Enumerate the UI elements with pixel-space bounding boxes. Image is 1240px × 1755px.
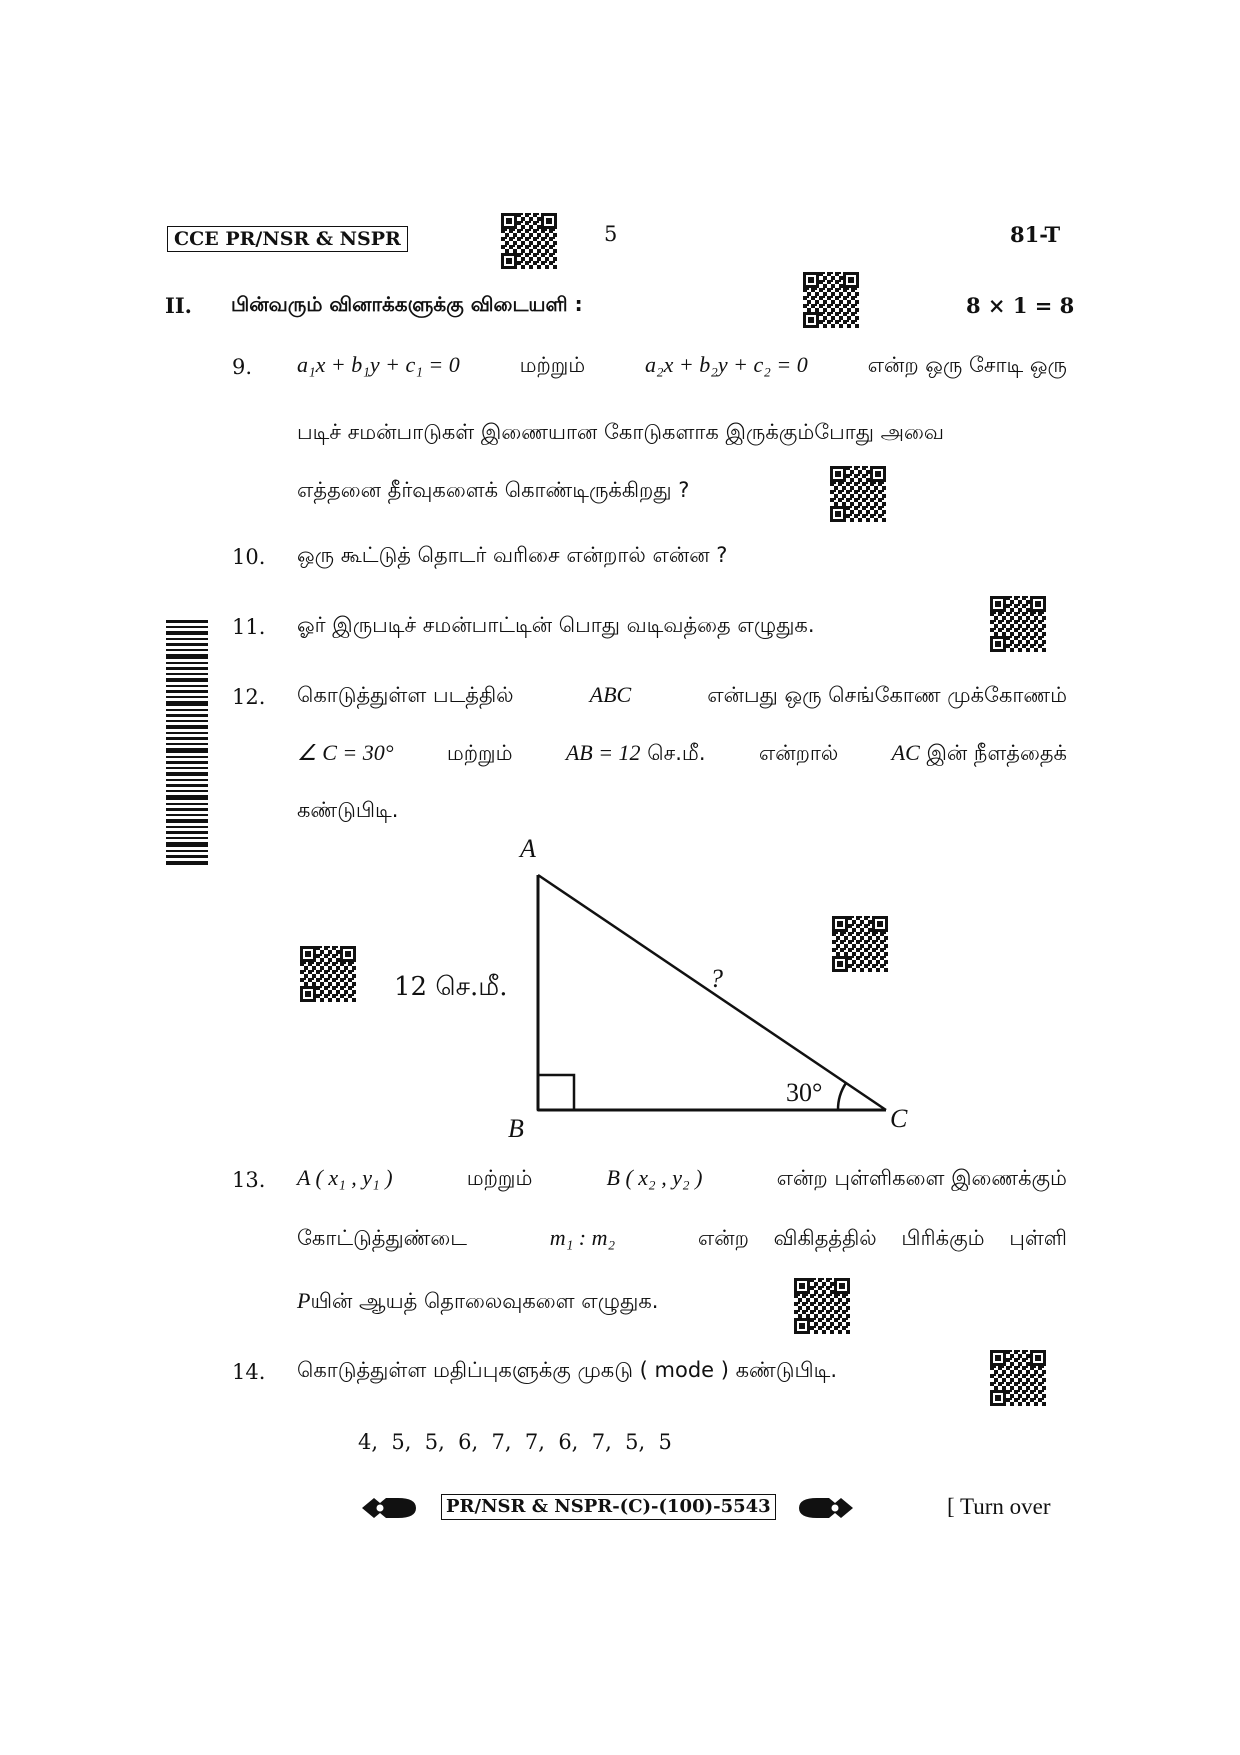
qr-code-icon: [794, 1278, 850, 1334]
exam-code-text: CCE PR/NSR & NSPR: [174, 228, 401, 250]
question-13-line-2: [297, 1225, 1067, 1253]
data-values: 4, 5, 5, 6, 7, 7, 6, 7, 5, 5: [358, 1430, 672, 1454]
point-b: B ( x₂ , y₂ ): [606, 1165, 703, 1190]
qr-code-icon: [300, 946, 356, 1002]
question-number: 13.: [232, 1168, 266, 1192]
question-text: கொடுத்துள்ள படத்தில்: [297, 683, 514, 707]
question-number: 10.: [232, 545, 266, 569]
question-text: படிச் சமன்பாடுகள் இணையான கோடுகளாக இருக்கும்போது அவை: [297, 420, 944, 444]
question-text: என்பது ஒரு செங்கோண முக்கோணம்: [707, 683, 1067, 707]
side-length-label: 12 செ.மீ.: [394, 972, 508, 1002]
question-text: கொடுத்துள்ள மதிப்புகளுக்கு முகடு ( mode ) கண்டுபிடி.: [297, 1358, 838, 1382]
angle-arc: [838, 1083, 846, 1110]
question-text: கோட்டுத்துண்டை: [297, 1226, 467, 1250]
question-text: எத்தனை தீர்வுகளைக் கொண்டிருக்கிறது ?: [297, 478, 690, 502]
paper-code: 81-T: [1010, 222, 1061, 247]
question-text: யின் ஆயத் தொலைவுகளை எழுதுக.: [310, 1289, 659, 1313]
section-instruction: பின்வரும் வினாக்களுக்கு விடையளி :: [231, 292, 583, 316]
question-number: 11.: [232, 615, 266, 639]
connector-text: என்றால்: [758, 741, 839, 765]
question-12-line-1: [297, 682, 1067, 710]
angle-value-label: 30°: [786, 1078, 823, 1107]
qr-code-icon: [501, 213, 557, 269]
right-angle-marker: [538, 1075, 574, 1110]
question-12-line-2: [297, 740, 1067, 768]
question-number: 12.: [232, 685, 266, 709]
question-13-line-3: [297, 1288, 658, 1316]
hypotenuse-unknown-label: ?: [710, 964, 723, 993]
qr-code-icon: [803, 272, 859, 328]
unit-text: செ.மீ.: [647, 741, 706, 765]
question-text: என்ற புள்ளிகளை இணைக்கும்: [776, 1166, 1067, 1190]
side-ac: AC: [891, 740, 920, 765]
question-13-line-1: [297, 1165, 1067, 1193]
side-ab: AB = 12: [565, 740, 641, 765]
qr-code-icon: [830, 466, 886, 522]
question-text: இன் நீளத்தைக்: [926, 741, 1067, 765]
connector-text: மற்றும்: [466, 1166, 533, 1190]
exam-code-box: [167, 226, 408, 252]
question-number: 14.: [232, 1360, 266, 1384]
vertex-b-label: B: [508, 1114, 524, 1143]
turn-over-text: [ Turn over: [947, 1494, 1051, 1519]
footer-code: PR/NSR & NSPR-(C)-(100)-5543: [446, 1496, 771, 1517]
qr-code-icon: [990, 596, 1046, 652]
qr-code-icon: [832, 916, 888, 972]
footer-code-box: [441, 1494, 776, 1520]
connector-text: மற்றும்: [519, 353, 586, 377]
question-number: 9.: [232, 355, 253, 379]
question-9-line-1: [297, 352, 1067, 380]
point-a: A ( x₁ , y₁ ): [297, 1165, 393, 1190]
vertex-a-label: A: [520, 835, 536, 863]
right-triangle-figure: [380, 835, 940, 1150]
ratio-text: m₁ : m₂: [549, 1225, 616, 1250]
qr-code-icon: [990, 1350, 1046, 1406]
question-text: என்ற ஒரு சோடி ஒரு: [867, 353, 1067, 377]
question-text: என்ற விகிதத்தில் பிரிக்கும் புள்ளி: [697, 1226, 1067, 1250]
page-number: 5: [604, 222, 618, 246]
question-text: ஒரு கூட்டுத் தொடர் வரிசை என்றால் என்ன ?: [297, 543, 728, 567]
ornament-right-icon: [797, 1493, 855, 1523]
equation-2: a₂x + b₂y + c₂ = 0: [645, 352, 808, 377]
equation-1: a₁x + b₁y + c₁ = 0: [297, 352, 460, 377]
triangle-name: ABC: [589, 682, 632, 707]
ornament-left-icon: [360, 1493, 418, 1523]
barcode-icon: [166, 620, 208, 865]
question-text: கண்டுபிடி.: [297, 798, 399, 822]
question-text: ஓர் இருபடிச் சமன்பாட்டின் பொது வடிவத்தை எழுதுக.: [297, 613, 815, 637]
vertex-c-label: C: [890, 1104, 908, 1133]
connector-text: மற்றும்: [446, 741, 513, 765]
point-p: P: [297, 1288, 311, 1313]
section-roman: II.: [165, 293, 192, 318]
angle-given: ∠ C = 30°: [297, 740, 394, 765]
section-marks: 8 × 1 = 8: [966, 293, 1075, 318]
